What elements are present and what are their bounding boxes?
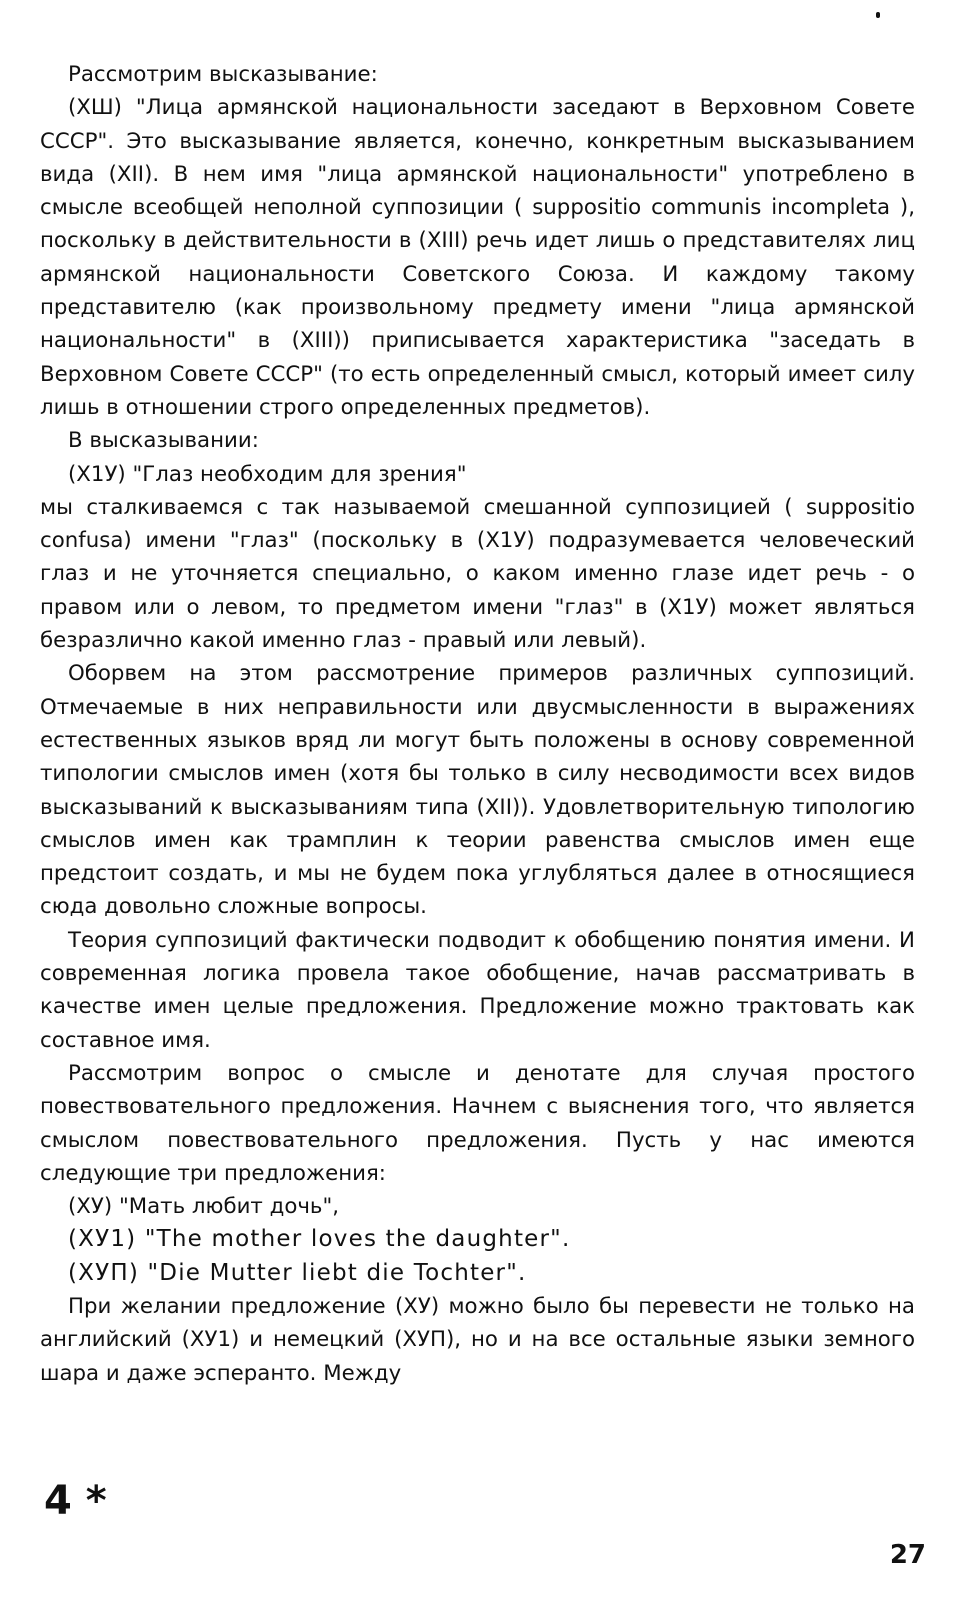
paragraph-translation: При желании предложение (ХУ) можно было бы перевести не только на английский (ХУ1) и немецкий (ХУП), но и на все остальные языки земного шара и даже эсперанто. Между <box>40 1293 915 1386</box>
paragraph-theory: Теория суппозиций фактически подводит к обобщению понятия имени. И современная логика провела такое обобщение, начав рассматривать в качестве имен целые предложения. Предложение можно трактовать как составное имя. <box>40 927 915 1053</box>
paragraph-sense-denotation: Рассмотрим вопрос о смысле и денотате для случая простого повествовательного предложения. Начнем с выяснения того, что является смыслом повествовательного предложения. Пусть у нас имеются следующие три предложения: <box>40 1060 915 1186</box>
paragraph-xiv: (X1У) "Глаз необходим для зрения" <box>68 461 467 487</box>
paragraph-suppositio-confusa: мы сталкиваемся с так называемой смешанной суппозицией ( suppositio confusa) имени "глаз" (поскольку в (X1У) подразумевается человеческий глаз и не уточняется специально, о каком именно глазе идет речь - о правом или о левом, то предметом имени "глаз" в (X1У) может являться безразлично какой именно глаз - правый или левый). <box>40 494 915 654</box>
paragraph-xvi: (ХУ1) "The mother loves the daughter". <box>68 1226 571 1253</box>
paragraph-xvii: (ХУП) "Die Mutter liebt die Tochter". <box>68 1259 527 1286</box>
paragraph-xiii: (ХШ) "Лица армянской национальности заседают в Верховном Совете СССР". Это высказывание является, конечно, конкретным высказыванием вида (XII). В нем имя "лица армянской национальности" употреблено в смысле всеобщей неполной суппозиции ( suppositio communis incompleta ), поскольку в действительности в (XIII) речь идет лишь о представителях лиц армянской национальности Советского Союза. И каждому такому представителю (как произвольному предмету имени "лица армянской национальности" в (XIII)) приписывается характеристика "заседать в Верховном Совете СССР" (то есть определенный смысл, который имеет силу лишь в отношении строго определенных предметов). <box>40 95 915 420</box>
paragraph-typology: Оборвем на этом рассмотрение примеров различных суппозиций. Отмечаемые в них неправильности или двусмысленности в выражениях естественных языков вряд ли могут быть положены в основу современной типологии смыслов имен (хотя бы только в силу несводимости всех видов высказываний к высказываниям типа (XII)). Удовлетворительную типологию смыслов имен как трамплин к теории равенства смыслов имен еще предстоит создать, и мы не будем пока углубляться далее в относящиеся сюда довольно сложные вопросы. <box>40 661 915 920</box>
ink-speck <box>876 12 880 18</box>
body-text <box>40 58 915 1390</box>
paragraph-statement-intro: В высказывании: <box>68 428 259 454</box>
signature-mark: 4 * <box>44 1478 107 1524</box>
paragraph-xv: (ХУ) "Мать любит дочь", <box>68 1194 340 1220</box>
page-number: 27 <box>889 1540 926 1570</box>
paragraph-intro: Рассмотрим высказывание: <box>68 62 378 87</box>
